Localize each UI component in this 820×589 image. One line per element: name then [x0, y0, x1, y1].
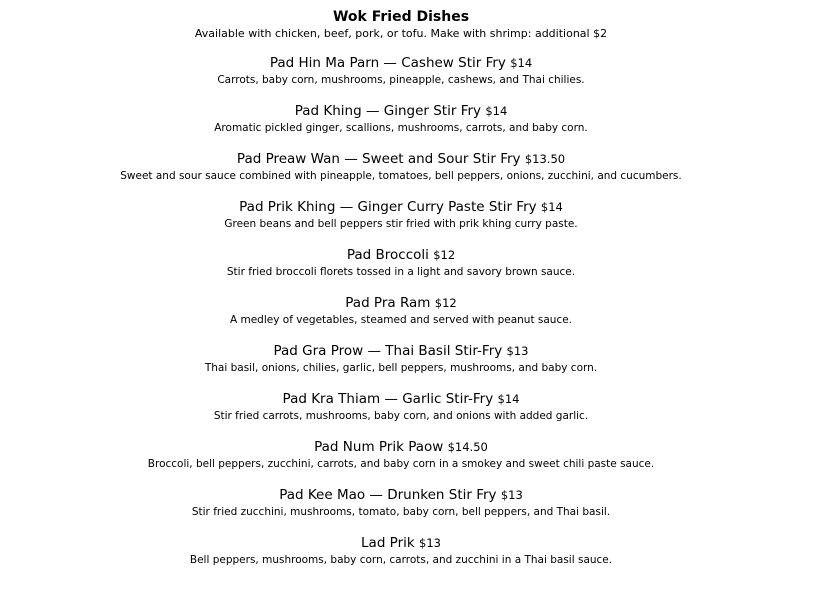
menu-item-price: $14	[540, 200, 563, 214]
menu-item-title	[0, 245, 802, 265]
menu-item	[0, 341, 820, 389]
menu-item-title	[0, 341, 802, 361]
menu-item-name: Pad Preaw Wan — Sweet and Sour Stir Fry	[236, 151, 521, 167]
menu-item	[0, 197, 820, 245]
menu-item-description: Bell peppers, mushrooms, baby corn, carrots, and zucchini in a Thai basil sauce.	[189, 554, 613, 566]
menu-item-name: Pad Hin Ma Parn — Cashew Stir Fry	[269, 55, 506, 71]
menu-item-description: A medley of vegetables, steamed and served with peanut sauce.	[229, 314, 573, 326]
menu-item-name: Lad Prik	[361, 535, 415, 551]
menu-item-title	[0, 149, 802, 169]
menu-item-name: Pad Gra Prow — Thai Basil Stir-Fry	[273, 343, 503, 359]
menu-item-name: Pad Broccoli	[346, 247, 429, 263]
menu-item-name: Pad Pra Ram	[345, 295, 431, 311]
menu-item-title	[0, 101, 802, 121]
menu-item-name: Pad Prik Khing — Ginger Curry Paste Stir Fry	[239, 199, 537, 215]
menu-item-name: Pad Kee Mao — Drunken Stir Fry	[279, 487, 497, 503]
menu-item-price: $12	[433, 248, 456, 262]
menu-item-price: $14.50	[447, 440, 488, 454]
menu-item-name: Pad Num Prik Paow	[314, 439, 444, 455]
menu-item-description: Aromatic pickled ginger, scallions, mushrooms, carrots, and baby corn.	[214, 122, 588, 134]
menu-item	[0, 389, 820, 437]
menu-item	[0, 533, 820, 581]
section-title: Wok Fried Dishes	[332, 9, 470, 25]
menu-item	[0, 149, 820, 197]
menu-item-description: Carrots, baby corn, mushrooms, pineapple, cashews, and Thai chilies.	[217, 74, 585, 86]
menu-item-description: Green beans and bell peppers stir fried with prik khing curry paste.	[224, 218, 578, 230]
menu-item	[0, 437, 820, 485]
section-header	[0, 8, 820, 41]
menu-item-price: $13	[419, 536, 441, 550]
menu-item-title	[0, 437, 802, 457]
menu-item-name: Pad Khing — Ginger Stir Fry	[294, 103, 482, 119]
menu-item-title	[0, 197, 802, 217]
menu-item	[0, 245, 820, 293]
menu-item-price: $12	[434, 296, 457, 310]
menu-item	[0, 293, 820, 341]
menu-item-price: $13	[500, 488, 523, 502]
menu-item-description: Thai basil, onions, chilies, garlic, bell peppers, mushrooms, and baby corn.	[204, 362, 598, 374]
menu-item-title	[0, 485, 802, 505]
menu-item-title	[0, 53, 802, 73]
menu-item-price: $14	[485, 104, 508, 118]
menu-item	[0, 53, 820, 101]
menu-item-description: Stir fried zucchini, mushrooms, tomato, baby corn, bell peppers, and Thai basil.	[191, 506, 611, 518]
menu-item-title	[0, 533, 802, 553]
menu-item	[0, 485, 820, 533]
menu-item-price: $13.50	[524, 152, 566, 166]
menu-item-price: $14	[510, 56, 533, 70]
menu-item	[0, 101, 820, 149]
menu-item-name: Pad Kra Thiam — Garlic Stir-Fry	[282, 391, 494, 407]
menu-item-price: $14	[497, 392, 520, 406]
menu-item-title	[0, 293, 802, 313]
menu-item-title	[0, 389, 802, 409]
menu-item-description: Stir fried broccoli florets tossed in a light and savory brown sauce.	[226, 266, 576, 278]
menu-item-description: Stir fried carrots, mushrooms, baby corn, and onions with added garlic.	[213, 410, 589, 422]
section-subtitle: Available with chicken, beef, pork, or tofu. Make with shrimp: additional $2	[194, 27, 608, 40]
menu-item-price: $13	[506, 344, 529, 358]
menu-item-description: Sweet and sour sauce combined with pineapple, tomatoes, bell peppers, onions, zucchini, and cucumbers.	[120, 170, 682, 182]
menu-item-description: Broccoli, bell peppers, zucchini, carrots, and baby corn in a smokey and sweet chili paste sauce.	[147, 458, 655, 470]
